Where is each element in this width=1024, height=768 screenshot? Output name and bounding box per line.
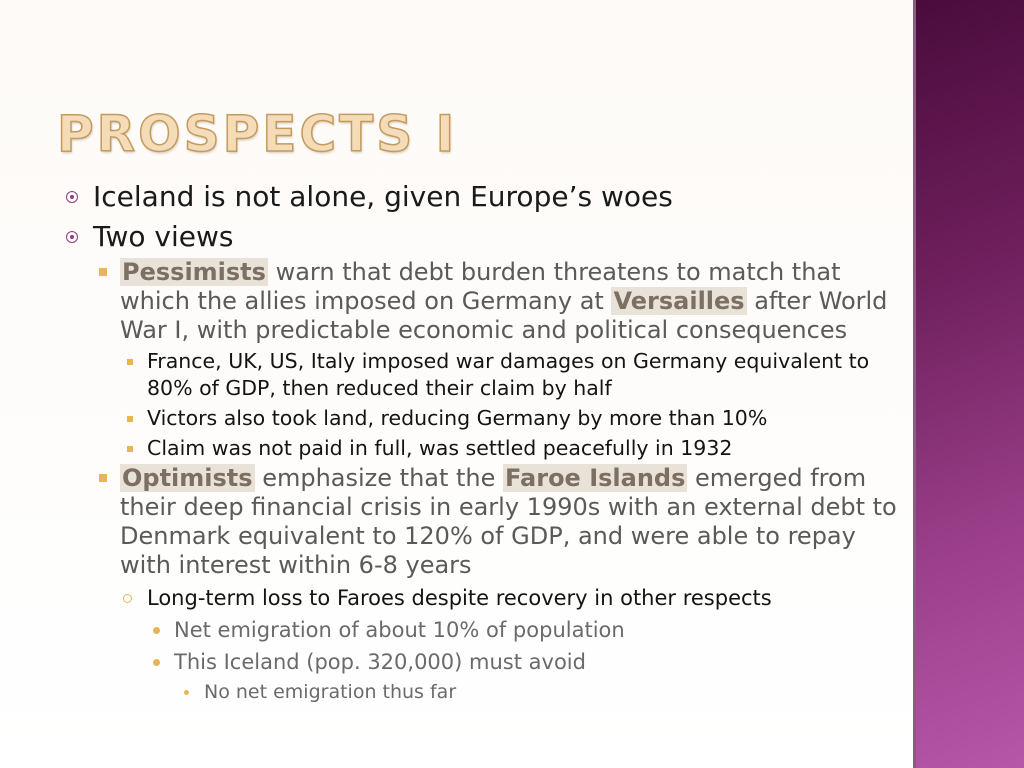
bullet-level1 <box>60 178 900 216</box>
square-bullet-icon <box>99 474 107 482</box>
slide-title: PROSPECTS I <box>57 105 458 163</box>
bullet-optimists <box>60 464 900 580</box>
square-bullet-icon <box>127 416 133 422</box>
slide-body <box>60 178 900 706</box>
ring-bullet-icon <box>123 594 132 603</box>
bullet-text: Two views <box>93 220 234 253</box>
highlight-optimists: Optimists <box>122 464 253 492</box>
bullet-level3 <box>60 348 900 402</box>
bullet-text: warn that debt burden threatens to match that which the allies imposed on Germany at <box>120 258 841 315</box>
bullet-text: No net emigration thus far <box>204 681 457 703</box>
bullet-text: emphasize that the <box>254 464 504 492</box>
bullet-level5 <box>60 647 900 677</box>
bullet-text: emerged from their deep financial crisis in early 1990s with an external debt to Denmark equivalent to 120% of GDP, and were able to repay with interest within 6-8 years <box>120 464 897 579</box>
bullet-pessimists <box>60 258 900 345</box>
square-bullet-icon <box>99 268 107 276</box>
bullet-level3 <box>60 405 900 432</box>
bullet-text: Claim was not paid in full, was settled peacefully in 1932 <box>147 436 733 460</box>
highlight-pessimists: Pessimists <box>122 258 266 286</box>
square-bullet-icon <box>127 359 133 365</box>
bullet-text: after World War I, with predictable economic and political consequences <box>120 287 888 344</box>
highlight-versailles: Versailles <box>613 287 745 315</box>
bullet-text: Iceland is not alone, given Europe’s woes <box>93 180 673 213</box>
highlight-faroe-islands: Faroe Islands <box>505 464 686 492</box>
bullet-level4 <box>60 584 900 613</box>
decorative-side-bar <box>913 0 1024 768</box>
bullet-level6 <box>60 679 900 706</box>
circle-bullet-icon <box>66 191 78 203</box>
bullet-level1 <box>60 218 900 256</box>
bullet-level5 <box>60 615 900 645</box>
dot-bullet-icon <box>153 627 160 634</box>
square-bullet-icon <box>127 446 133 452</box>
circle-bullet-icon <box>66 231 78 243</box>
bullet-text: Victors also took land, reducing Germany by more than 10% <box>147 406 768 430</box>
bullet-level3 <box>60 435 900 462</box>
bullet-text: Long-term loss to Faroes despite recovery in other respects <box>147 586 772 610</box>
dot-bullet-icon <box>153 659 160 666</box>
bullet-text: France, UK, US, Italy imposed war damages on Germany equivalent to 80% of GDP, then reduced their claim by half <box>147 349 870 400</box>
bullet-text: Net emigration of about 10% of population <box>174 618 625 642</box>
bullet-text: This Iceland (pop. 320,000) must avoid <box>174 650 586 674</box>
dot-bullet-icon <box>184 690 189 695</box>
